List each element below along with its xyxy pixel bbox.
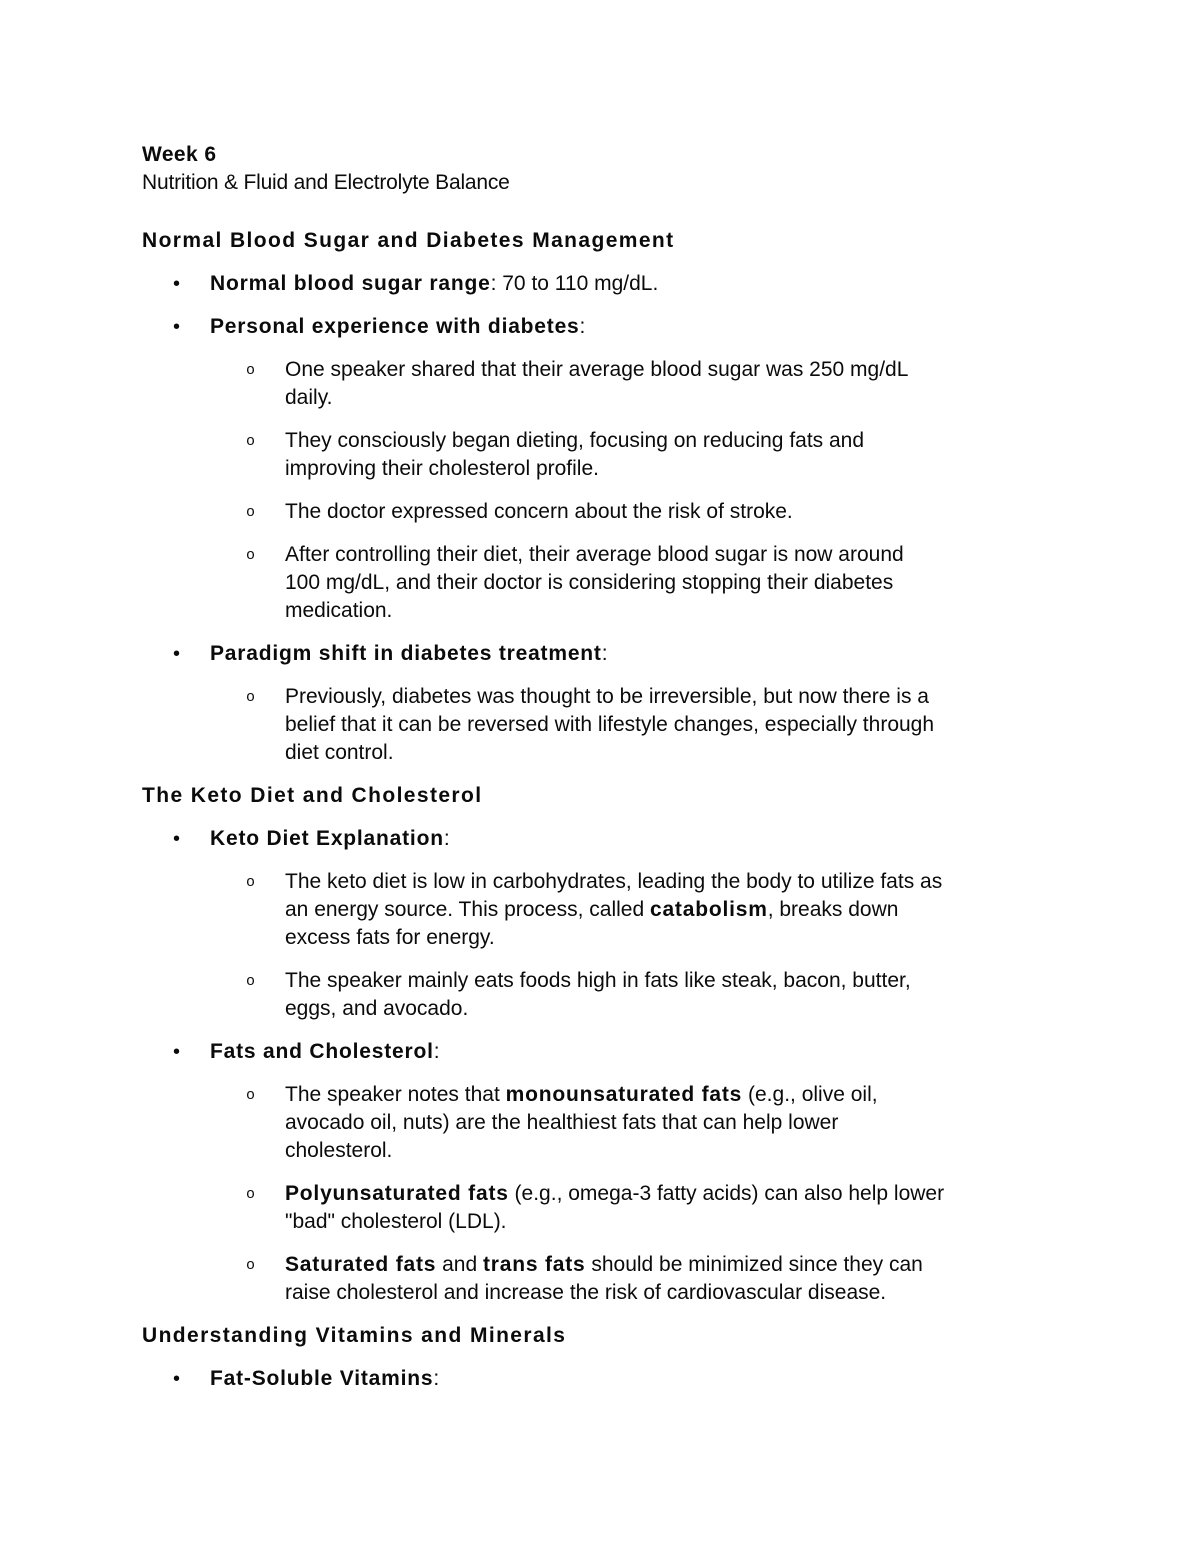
- sub-list-item: [142, 356, 1072, 412]
- document-title: Week 6: [142, 143, 217, 166]
- text-run: :: [579, 315, 586, 338]
- text-line: [285, 569, 1072, 597]
- text-run: Previously, diabetes was thought to be irreversible, but now there is a: [285, 685, 929, 708]
- text-line: [285, 896, 1072, 924]
- circle-marker: o: [246, 1257, 256, 1274]
- text-line: [210, 640, 1072, 668]
- text-run: :: [433, 1040, 440, 1063]
- text-run: catabolism: [649, 898, 768, 921]
- bullet-marker: •: [173, 828, 181, 850]
- text-run: "bad" cholesterol (LDL).: [285, 1210, 507, 1233]
- text-run: Keto Diet Explanation: [210, 827, 444, 850]
- sub-list-item: [142, 1180, 1072, 1236]
- text-run: an energy source. This process, called: [285, 898, 650, 921]
- text-run: cholesterol.: [285, 1139, 393, 1162]
- text-run: (e.g., omega-3 fatty acids) can also help lower: [508, 1182, 945, 1205]
- list-item: [142, 313, 1072, 341]
- text-line: [285, 1251, 1072, 1279]
- text-run: :: [443, 827, 450, 850]
- text-run: Normal blood sugar range: [210, 272, 491, 295]
- text-run: , breaks down: [767, 898, 899, 921]
- circle-marker: o: [246, 874, 256, 891]
- text-run: They consciously began dieting, focusing on reducing fats and: [285, 429, 865, 452]
- circle-marker: o: [246, 1087, 256, 1104]
- document-content: [142, 141, 1072, 1408]
- text-line: [285, 739, 1072, 767]
- sub-list-item: [142, 1081, 1072, 1165]
- text-run: Personal experience with diabetes: [210, 315, 580, 338]
- section-heading: Normal Blood Sugar and Diabetes Management: [142, 229, 675, 252]
- text-run: After controlling their diet, their average blood sugar is now around: [285, 543, 904, 566]
- bullet-marker: •: [173, 643, 181, 665]
- sub-list-item: [142, 967, 1072, 1023]
- text-line: [210, 270, 1072, 298]
- text-run: :: [601, 642, 608, 665]
- list-item: [142, 1038, 1072, 1066]
- text-run: diet control.: [285, 741, 394, 764]
- text-run: :: [433, 1367, 440, 1390]
- text-run: eggs, and avocado.: [285, 997, 469, 1020]
- text-line: [285, 541, 1072, 569]
- text-run: raise cholesterol and increase the risk of cardiovascular disease.: [285, 1281, 887, 1304]
- circle-marker: o: [246, 362, 256, 379]
- text-line: [285, 1208, 1072, 1236]
- circle-marker: o: [246, 1186, 256, 1203]
- text-line: [285, 597, 1072, 625]
- circle-marker: o: [246, 433, 256, 450]
- text-line: [285, 1137, 1072, 1165]
- text-run: 100 mg/dL, and their doctor is considering stopping their diabetes: [285, 571, 894, 594]
- text-line: [285, 1279, 1072, 1307]
- text-line: [285, 427, 1072, 455]
- text-line: [285, 683, 1072, 711]
- text-run: (e.g., olive oil,: [742, 1083, 878, 1106]
- list-item: [142, 270, 1072, 298]
- text-run: and: [436, 1253, 483, 1276]
- list-item: [142, 825, 1072, 853]
- text-run: The doctor expressed concern about the risk of stroke.: [285, 500, 793, 523]
- bullet-marker: •: [173, 316, 181, 338]
- text-run: improving their cholesterol profile.: [285, 457, 599, 480]
- sub-list-item: [142, 683, 1072, 767]
- sub-list-item: [142, 1251, 1072, 1307]
- text-run: trans fats: [482, 1253, 586, 1276]
- section-heading: The Keto Diet and Cholesterol: [142, 784, 483, 807]
- text-line: [285, 1081, 1072, 1109]
- text-run: Fats and Cholesterol: [210, 1040, 434, 1063]
- text-line: [285, 924, 1072, 952]
- text-run: The speaker mainly eats foods high in fats like steak, bacon, butter,: [285, 969, 911, 992]
- sub-list-item: [142, 498, 1072, 526]
- text-line: [285, 498, 1072, 526]
- circle-marker: o: [246, 973, 256, 990]
- text-line: [285, 1109, 1072, 1137]
- text-line: [285, 995, 1072, 1023]
- text-line: [210, 313, 1072, 341]
- text-line: [285, 1180, 1072, 1208]
- text-run: Polyunsaturated fats: [285, 1182, 509, 1205]
- text-run: avocado oil, nuts) are the healthiest fats that can help lower: [285, 1111, 839, 1134]
- text-run: Fat-Soluble Vitamins: [210, 1367, 434, 1390]
- text-line: [285, 711, 1072, 739]
- text-line: [285, 967, 1072, 995]
- text-run: Paradigm shift in diabetes treatment: [210, 642, 602, 665]
- text-run: medication.: [285, 599, 393, 622]
- list-item: [142, 640, 1072, 668]
- circle-marker: o: [246, 689, 256, 706]
- list-item: [142, 1365, 1072, 1393]
- text-run: The keto diet is low in carbohydrates, leading the body to utilize fats as: [285, 870, 943, 893]
- text-run: monounsaturated fats: [505, 1083, 743, 1106]
- text-run: should be minimized since they can: [585, 1253, 923, 1276]
- text-line: [285, 384, 1072, 412]
- sub-list-item: [142, 541, 1072, 625]
- text-line: [285, 868, 1072, 896]
- text-line: [210, 1038, 1072, 1066]
- text-run: One speaker shared that their average blood sugar was 250 mg/dL: [285, 358, 909, 381]
- text-run: The speaker notes that: [285, 1083, 506, 1106]
- sub-list-item: [142, 427, 1072, 483]
- document-subtitle: Nutrition & Fluid and Electrolyte Balance: [142, 171, 510, 194]
- text-run: : 70 to 110 mg/dL.: [490, 272, 659, 295]
- bullet-marker: •: [173, 273, 181, 295]
- text-line: [285, 455, 1072, 483]
- text-line: [285, 356, 1072, 384]
- text-line: [210, 825, 1072, 853]
- text-line: [210, 1365, 1072, 1393]
- bullet-marker: •: [173, 1041, 181, 1063]
- text-run: Saturated fats: [285, 1253, 437, 1276]
- document-header: [142, 141, 1072, 197]
- section-heading: Understanding Vitamins and Minerals: [142, 1324, 567, 1347]
- circle-marker: o: [246, 547, 256, 564]
- bullet-marker: •: [173, 1368, 181, 1390]
- text-run: daily.: [285, 386, 333, 409]
- circle-marker: o: [246, 504, 256, 521]
- text-run: belief that it can be reversed with lifestyle changes, especially through: [285, 713, 935, 736]
- text-run: excess fats for energy.: [285, 926, 495, 949]
- sub-list-item: [142, 868, 1072, 952]
